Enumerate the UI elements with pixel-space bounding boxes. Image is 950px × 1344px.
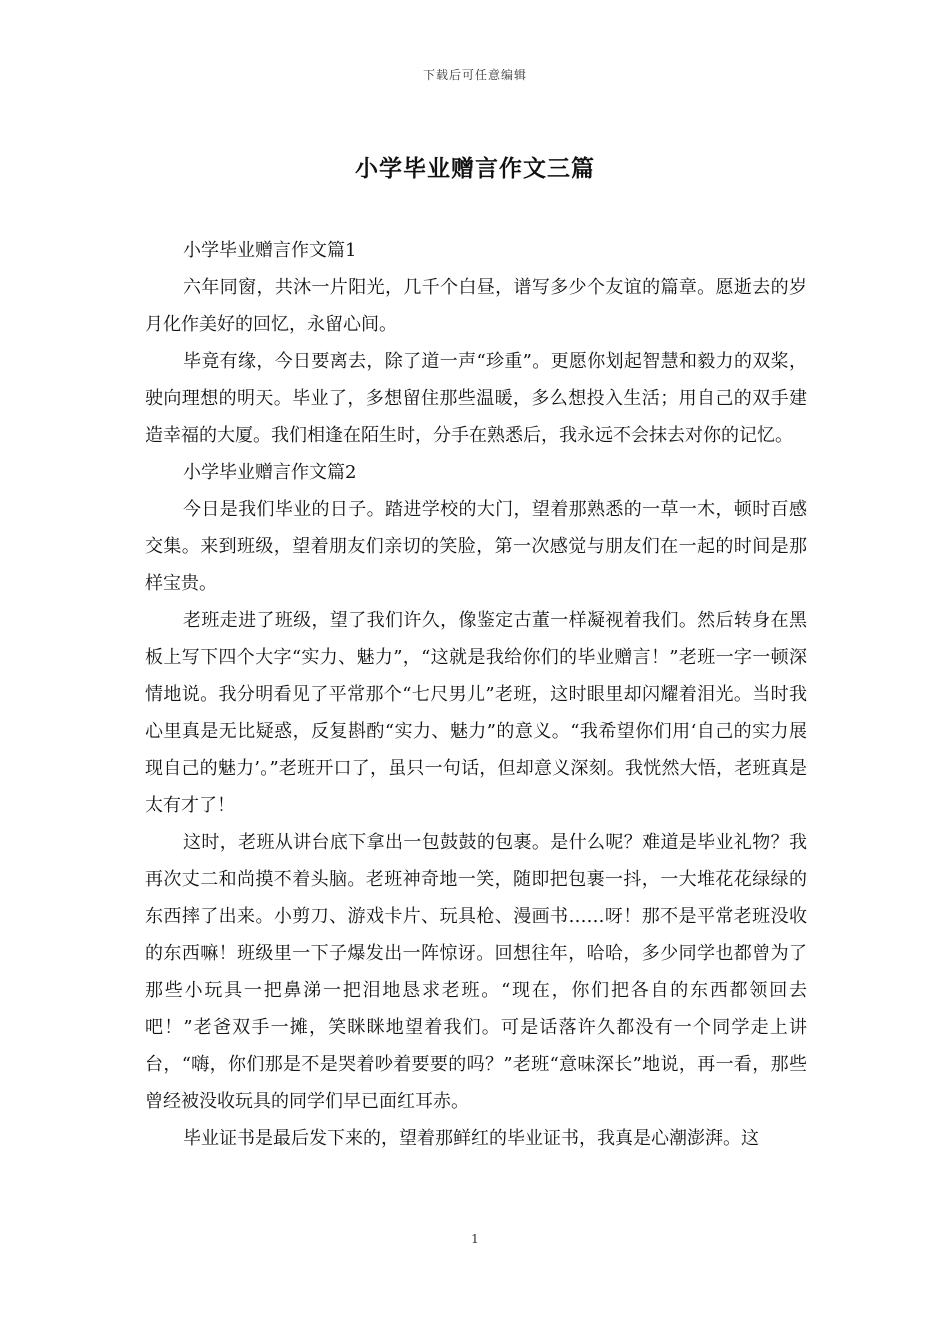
section-heading-1: 小学毕业赠言作文篇1 bbox=[183, 240, 357, 261]
paragraph: 今日是我们毕业的日子。踏进学校的大门，望着那熟悉的一草一木，顿时百感交集。来到班级，望着朋友们亲切的笑脸，第一次感觉与朋友们在一起的时间是那样宝贵。 bbox=[145, 499, 807, 594]
paragraph: 六年同窗，共沐一片阳光，几千个白昼，谱写多少个友谊的篇章。愿逝去的岁月化作美好的回忆，永留心间。 bbox=[145, 277, 807, 335]
paragraph: 毕业证书是最后发下来的，望着那鲜红的毕业证书，我真是心潮澎湃。这 bbox=[183, 1128, 759, 1149]
paragraph: 毕竟有缘，今日要离去，除了道一声“珍重”。更愿你划起智慧和毅力的双桨，驶向理想的明天。毕业了，多想留住那些温暖，多么想投入生活；用自己的双手建造幸福的大厦。我们相逢在陌生时，分手在熟悉后，我永远不会抹去对你的记忆。 bbox=[145, 351, 807, 446]
paragraph: 老班走进了班级，望了我们许久，像鉴定古董一样凝视着我们。然后转身在黑板上写下四个大字“实力、魅力”，“这就是我给你们的毕业赠言！”老班一字一顿深情地说。我分明看见了平常那个“七尺男儿”老班，这时眼里却闪耀着泪光。当时我心里真是无比疑惑，反复斟酌“实力、魅力”的意义。“我希望你们用‘自己的实力展现自己的魅力’。”老班开口了，虽只一句话，但却意义深刻。我恍然大悟，老班真是太有才了！ bbox=[145, 610, 807, 816]
paragraph: 这时，老班从讲台底下拿出一包鼓鼓的包裹。是什么呢？难道是毕业礼物？我再次丈二和尚摸不着头脑。老班神奇地一笑，随即把包裹一抖，一大堆花花绿绿的东西摔了出来。小剪刀、游戏卡片、玩具枪、漫画书……呀！那不是平常老班没收的东西嘛！班级里一下子爆发出一阵惊讶。回想往年，哈哈，多少同学也都曾为了那些小玩具一把鼻涕一把泪地恳求老班。“现在，你们把各自的东西都领回去吧！”老爸双手一摊，笑眯眯地望着我们。可是话落许久都没有一个同学走上讲台，“嗨，你们那是不是哭着吵着要要的吗？”老班“意味深长”地说，再一看，那些曾经被没收玩具的同学们早已面红耳赤。 bbox=[145, 832, 807, 1112]
document-body bbox=[145, 232, 807, 1157]
page-number: 1 bbox=[471, 1232, 479, 1246]
header-note: 下载后可任意编辑 bbox=[422, 68, 527, 82]
document-title: 小学毕业赠言作文三篇 bbox=[355, 155, 595, 182]
section-heading-2: 小学毕业赠言作文篇2 bbox=[183, 462, 357, 483]
